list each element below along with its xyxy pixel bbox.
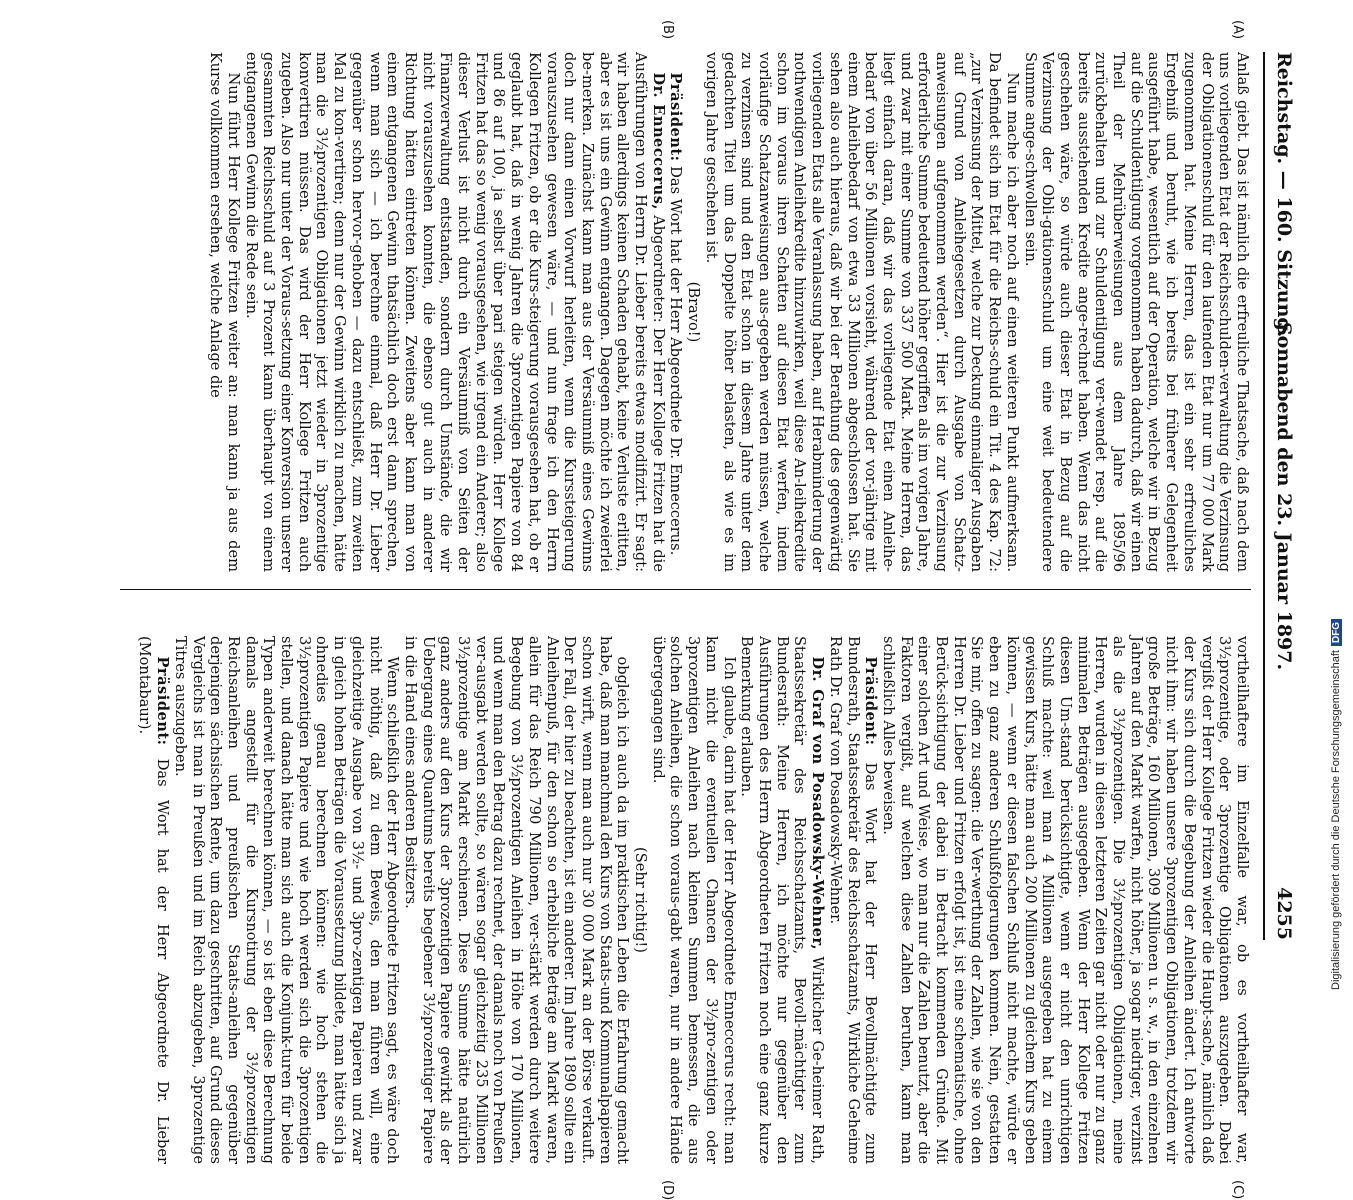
paragraph	[667, 52, 685, 572]
speaker-name: Präsident:	[154, 656, 172, 746]
left-text-column	[207, 52, 1251, 572]
paragraph	[1021, 52, 1251, 572]
paragraph-text: Ich glaube, darin hat der Herr Abgeordnete Enneccerus recht: man kann nicht die eventuellen Chancen der 3½pro-zentigen oder 3prozentigen Anleihen nach kleinen Summen bemessen, die aus solchen Anleihen, die schon voraus-gabt waren, nur in andere Hände übergegangen sind.	[649, 636, 738, 1164]
scanned-page	[80, 0, 1315, 1200]
paragraph-text: vortheilhaftere im Einzelfalle war, ob es vortheilhafter war, 3½prozentige, oder 3prozentige Obligationen auszugeben. Dabei vergißt der Herr Kollege Fritzen wieder die Haupt-sache, nämlich daß der Kurs sich durch die Begebung der Anleihen ändert. Ich antworte nicht ihm: wir haben unsere 3prozentigen Obligationen, trotzdem wir große Beträge, 160 Millionen, 309 Millionen u. s. w., in den einzelnen Jahren auf den Markt warfen, nicht höher, ja sogar niedriger, verzinst als die 3½prozentigen. Die 3½prozentigen Obligationen, meine Herren, wurden in diesen letzteren Zeiten gar nicht oder nur zu ganz minimalen Beträgen ausgegeben. Wenn der Herr Kollege Fritzen diesen Um-stand berücksichtigte, wenn er nicht den unrichtigen Schluß machte: weil man 4 Millionen ausgegeben hat zu einem gewissen Kurs, hätte man auch 200 Millionen zu gleichem Kurs geben können, — wenn er diesen falschen Schluß nicht machte, würde er eben zu ganz anderen Schlußfolgerungen kommen. Nein, gestatten Sie mir, offen zu sagen: die Ver-werthung der Zahlen, wie sie von den Herren Dr. Lieber und Fritzen erfolgt ist, ist eine schematische, ohne Berück-sichtigung der dabei in Betracht kommenden Gründe. Mit einer solchen Art und Weise, wo man nur die Zahlen benutzt, aber die Faktoren vergißt, auf welchen diese Zahlen beruhen, kann man schließlich Alles beweisen.	[879, 636, 1251, 1164]
paragraph	[702, 52, 1021, 572]
paragraph-text: (Sehr richtig!)	[632, 847, 650, 953]
paragraph-text: Nun führt Herr Kollege Fritzen weiter an: man kann ja aus dem Kurse vollkommen ersehen, welche Anlage die	[207, 52, 242, 572]
speaker-name: Präsident:	[862, 656, 880, 746]
credit-text: Digitalisierung gefördert durch die Deutsche Forschungsgemeinschaft	[1330, 650, 1342, 990]
paragraph-text: (Bravo!)	[685, 281, 703, 343]
paragraph	[207, 52, 242, 572]
margin-mark-d: (D)	[660, 1180, 675, 1200]
paragraph	[171, 636, 401, 1164]
speaker-name: Dr. Enneccerus,	[649, 72, 667, 210]
speaker-name: Präsident:	[667, 72, 685, 162]
paragraph-text: obgleich ich auch da im praktischen Leben die Erfahrung gemacht habe, daß man manchmal den Kurs von Staats-und Kommunalpapieren schon wirft, wenn man auch nur 30 000 Mark an der Börse verkauft. Der Fall, der hier zu beachten, ist ein anderer. Im Jahre 1890 sollte ein Anleihenpuß, für den schon so erhebliche Beträge am Markt waren, allein für das Reich 790 Millionen, ver-stärkt werden durch weitere Begebung von 3½prozentigen Anleihen in Höhe von 170 Millionen, und wenn man den Betrag dazu rechnet, der damals noch von Preußen ver-ausgabt werden sollte, so wären sogar gleichzeitig 235 Millionen 3½prozentige am Markt erschienen. Diese Summe hätte natürlich ganz anders auf den Kurs der 3prozentigen Papiere gewirkt als der Uebergang eines Quantums bereits begebener 3½prozentiger Papiere in die Hand eines anderen Besitzers.	[401, 636, 632, 1165]
paragraph-text: Wenn schließlich der Herr Abgeordnete Fritzen sagt, es wäre doch nicht nöthig, daß zu dem Beweis, den man führen will, eine gleichzeitige Ausgabe von 3½- und 3pro-zentigen Papieren und zwar in gleich hohen Beträgen die Voraussetzung bildete, man hätte sich ja ohnedies genau berechnen können: wie hoch stehen die 3½prozentigen Papiere und wie hoch werden sich die 3prozentigen stellen, und danach hätte man sich auch die Konjunk-turen für beide Typen anderweit berechnen können, — so ist eben diese Berechnung damals angestellt für die Kursnotirung der 3½prozentigen Reichsanleihen und preußischen Staats-anleihen gegenüber derjenigen sächsischen Rente, um dazu geschritten, auf Grund dieses Vergleichs ist man in Preußen und im Reich abzugeben, 3prozentige Titres auszugeben.	[171, 636, 402, 1164]
page-number: 4255	[1273, 887, 1295, 940]
speaker-name: Dr. Graf von Posadowsky-Wehner,	[809, 656, 827, 951]
paragraph	[879, 636, 1251, 1164]
header-date: Sonnabend den 23. Januar 1897.	[1273, 321, 1295, 671]
page-header	[1263, 52, 1299, 940]
paragraph-text: Wirklicher Ge-heimer Rath, Staatssekretär des Reichsschatzamts, Bevoll-mächtigter zum Bundesrath: Meine Herren, ich möchte nur gegenüber den Ausführungen des Herrn Abgeordneten Fritzen noch eine ganz kurze Bemerkung erlauben.	[738, 636, 827, 1164]
paragraph-text: Nun mache ich aber noch auf einen weiteren Punkt aufmerksam. Da befindet sich im Etat für die Reichs-schuld ein Tit. 4 des Kap. 72: „zur Verzinsung der Mittel, welche zur Deckung einmaliger Ausgaben auf Grund von Anleihegesetzen durch Ausgabe von Schatz-anweisungen aufgenommen werden“. Hier ist die zur Verzinsung erforderliche Summe bedeutend höher gegriffen als im vorigen Jahre, und zwar mit einer Summe von 337 500 Mark. Meine Herren, das liegt einfach daran, daß wir das vorliegende Etat einen Anleihe-bedarf von über 56 Millionen vorsieht, während der vor-jährige mit einem Anleihebedarf von etwa 33 Millionen abgeschlossen hat. Sie sehen also auch hieraus, daß wir bei der Berathung des gegenwärtig vorliegenden Etats alle Veranlassung haben, auf Herabminderung der nothwendigen Anleihekredite hinzuwirken, weil diese An-leihekredite schon im voraus ihren Schatten auf diesen Etat werfen, indem vorläufige Schatzanweisungen aus-gegeben werden müssen, welche zu verzinsen sind und den Etat schon in diesem Jahre unter dem gedachten Titel um das Doppelte höher belasten, als wie es im vorigen Jahre geschehen ist.	[702, 52, 1021, 572]
paragraph	[738, 636, 827, 1164]
margin-mark-a: (A)	[1230, 20, 1245, 40]
paragraph-text: Anlaß giebt. Das ist nämlich die erfreuliche Thatsache, daß nach dem uns vorliegenden Etat der Reichsschulden-verwaltung die Verzinsung der Obligationenschuld für den laufenden Etat nur um 77 000 Mark zugenommen hat. Meine Herren, das ist ein sehr erfreuliches Ergebniß und beruht, wie ich bereits bei früherer Gelegenheit ausgeführt habe, wesentlich auf der Operation, welche wir in Bezug auf die Schuldentilgung vorgenommen haben dadurch, daß wir einen Theil der Mehrüberweisungen aus dem Jahre 1895/96 zurückbehalten und zur Schuldentilgung ver-wendet resp. auf die bereits ausstehenden Kredite ange-rechnet haben. Wenn das nicht geschehen wäre, so würde auch dieser Etat in Bezug auf die Verzinsung der Obli-gationenschuld um eine weit bedeutendere Summe ange-schwollen sein.	[1021, 52, 1251, 572]
paragraph-text: Das Wort hat der Herr Bevollmächtigte zum Bundesrath, Staatssekretär des Reichsschatzamts, Wirkliche Geheime Rath Dr. Graf von Posadowsky-Wehner.	[826, 636, 880, 1164]
paragraph	[826, 636, 879, 1164]
paragraph	[136, 636, 171, 1164]
interjection	[631, 636, 649, 1164]
margin-mark-c: (C)	[1230, 1180, 1245, 1200]
interjection	[685, 52, 703, 572]
dfg-logo: DFG	[1331, 619, 1342, 646]
margin-mark-b: (B)	[660, 20, 675, 40]
header-left: Reichstag. — 160. Sitzung.	[1273, 52, 1295, 338]
paragraph-text: Abgeordneter: Der Herr Kollege Fritzen hat die Ausführungen von Herrn Dr. Lieber bereits etwas modifizirt. Er sagt: wir haben allerdings keinen Schaden gehabt, keine Verluste erlitten, aber es ist uns ein Gewinn entgangen. Dagegen möchte ich zweierlei be-merken. Zunächst kann man aus der Versäumniß eines Gewinns doch nur dann einen Vorwurf herleiten, wenn die Kurssteigerung vorauszusehen gewesen wäre, — und nun frage ich den Herrn Kollegen Fritzen, ob er die Kurs-steigerung vorausgesehen hat, ob er geglaubt hat, daß in wenig Jahren die 3prozentigen Papiere von 84 und 86 auf 100, ja selbst über pari steigen würden. Herr Kollege Fritzen hat das so wenig vorausgesehen, wie irgend ein Anderer; also dieser Verlust ist nicht durch ein Versäumniß von Seiten der Finanzverwaltung entstanden, sondern durch Umstände, die wir nicht vorauszusehen konnten, die ebenso gut auch in anderer Richtung hätten eintreten können. Zweitens aber kann man von einem entgangenen Gewinn thatsächlich doch erst dann sprechen, wenn man sich — ich berechne einmal, daß Herr Dr. Lieber gegenüber schon hervor-gehoben — dazu entschließt, zum zweiten Mal zu kon-vertiren; denn nur der Gewinn wirklich zu machen, hätte man die 3½prozentigen Obligationen jetzt wieder in 3prozentige konvertiren müssen. Das wird der Herr Kollege Fritzen auch zugeben. Also nur unter der Voraus-setzung einer Konversion unserer gesammten Reichsschuld auf 3 Prozent kann überhaupt von einem entgangenen Gewinn die Rede sein.	[242, 52, 667, 572]
paragraph-text: Das Wort hat der Herr Abgeordnete Dr. Lieber (Montabaur).	[136, 636, 172, 1164]
digitization-credit	[1330, 619, 1342, 990]
paragraph	[242, 52, 667, 572]
right-text-column	[136, 636, 1251, 1164]
paragraph-text: Das Wort hat der Herr Abgeordnete Dr. Enneccerus.	[667, 161, 685, 556]
column-divider	[120, 589, 1251, 590]
paragraph	[649, 636, 738, 1164]
paragraph	[401, 636, 631, 1164]
